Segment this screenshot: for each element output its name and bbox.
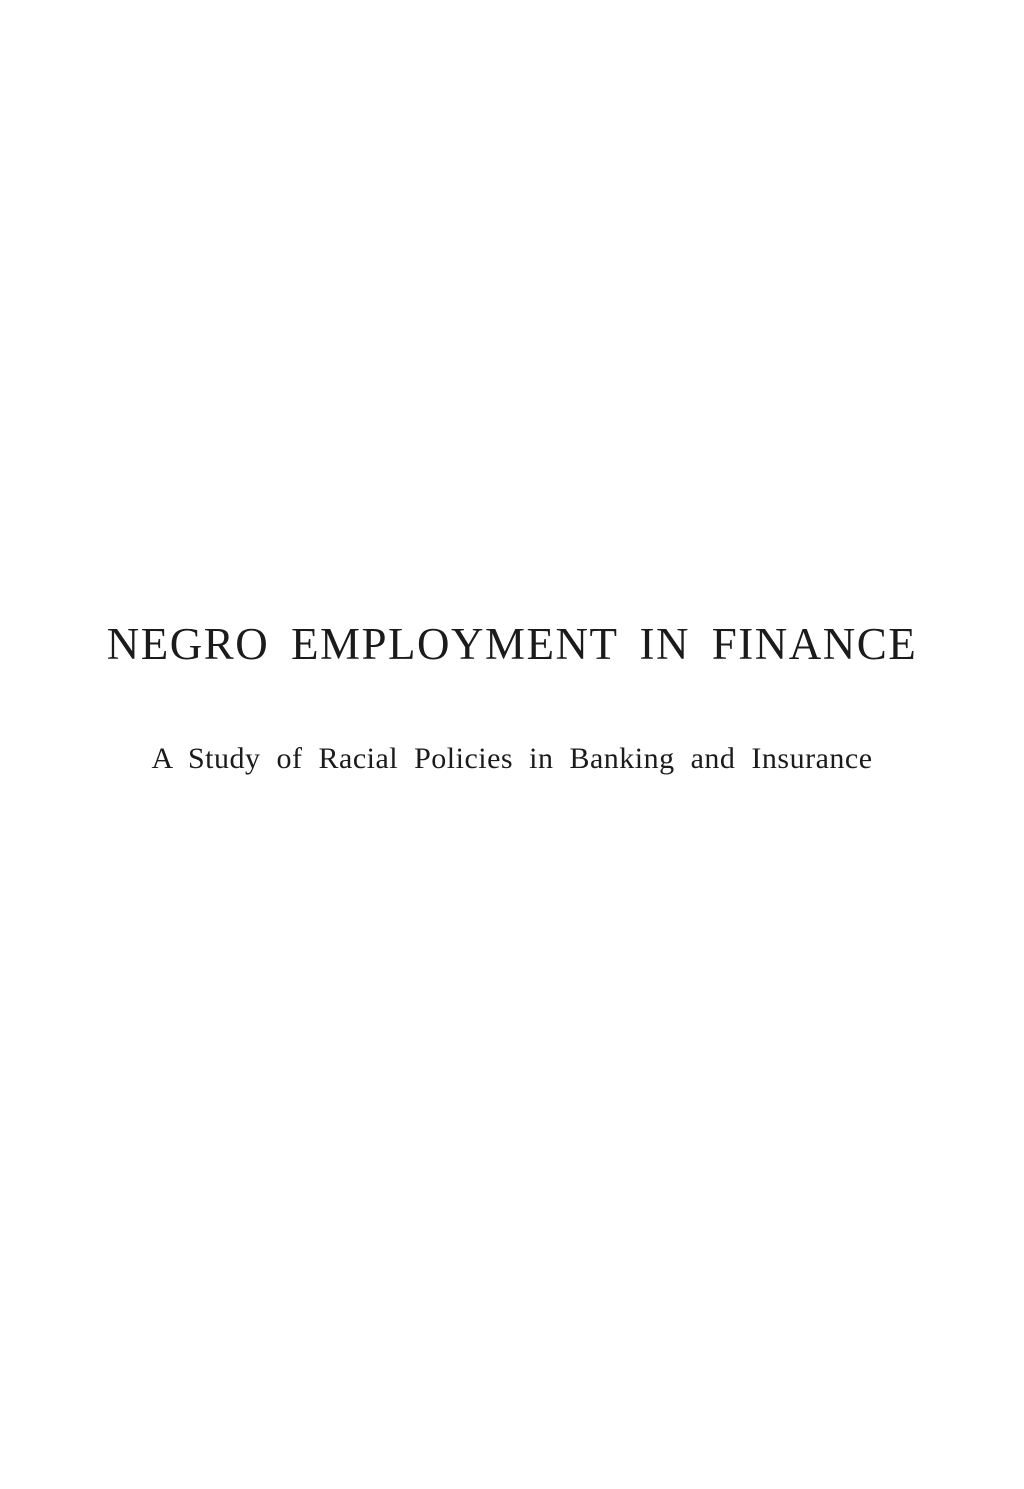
- page-title: NEGRO EMPLOYMENT IN FINANCE: [106, 619, 918, 669]
- page-subtitle: A Study of Racial Policies in Banking and Insurance: [151, 742, 873, 775]
